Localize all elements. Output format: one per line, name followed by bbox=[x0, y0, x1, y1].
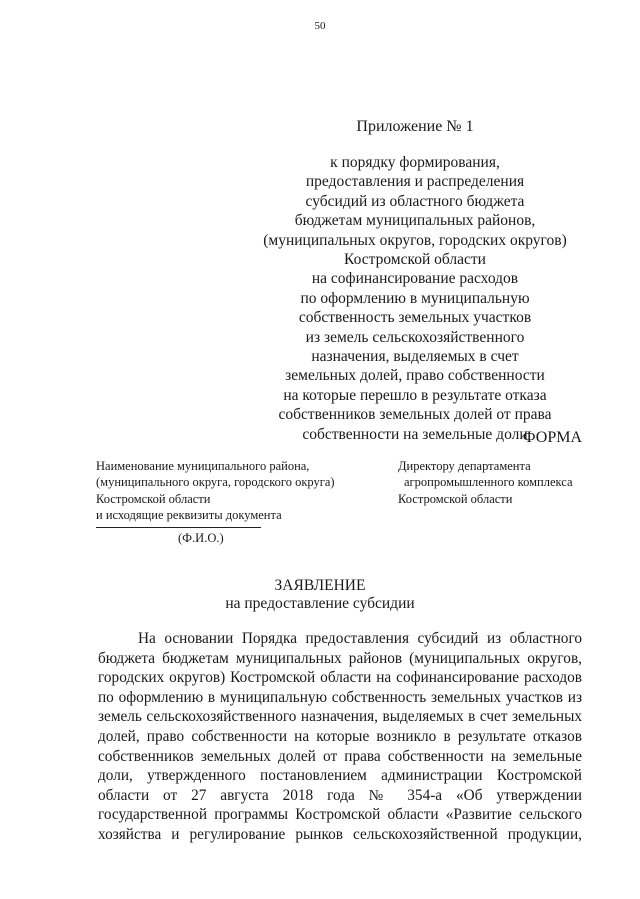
form-label: ФОРМА bbox=[522, 429, 582, 446]
appendix-line: собственности на земельные доли bbox=[302, 425, 528, 443]
appendix-line: на софинансирование расходов bbox=[311, 270, 519, 288]
appendix-line: (муниципальных округов, городских округов) bbox=[263, 231, 567, 249]
appendix-line: назначения, выделяемых в счет bbox=[311, 348, 519, 366]
recipient-line: агропромышленного комплекса bbox=[404, 475, 573, 490]
appendix-description bbox=[200, 153, 630, 444]
sender-line: Костромской области bbox=[96, 491, 211, 506]
appendix-line: к порядку формирования, bbox=[330, 154, 500, 171]
recipient-line: Костромской области bbox=[398, 491, 513, 506]
appendix-title: Приложение № 1 bbox=[356, 118, 474, 135]
sender-line: Наименование муниципального района, bbox=[96, 459, 310, 473]
appendix-line: по оформлению в муниципальную bbox=[300, 289, 530, 307]
body-line: области от 27 августа 2018 года № 354-а «Об утверждении bbox=[98, 786, 582, 804]
signature-line bbox=[96, 527, 261, 528]
appendix-line: собственников земельных долей от права bbox=[278, 406, 552, 424]
sender-line: (муниципального округа, городского округа) bbox=[96, 475, 335, 490]
appendix-line: бюджетам муниципальных районов, bbox=[294, 212, 536, 230]
body-line: долей, право собственности на которые возникло в результате отказов bbox=[98, 727, 582, 745]
body-line: земель сельскохозяйственного назначения, выделяемых в счет земельных bbox=[98, 708, 582, 726]
body-line: государственной программы Костромской области «Развитие сельского bbox=[98, 806, 582, 824]
appendix-line: на которые перешло в результате отказа bbox=[283, 386, 547, 404]
recipient-block bbox=[398, 458, 573, 507]
body-line: доли, утвержденного постановлением администрации Костромской bbox=[98, 767, 582, 785]
recipient-line: Директору департамента bbox=[398, 459, 531, 473]
appendix-line: из земель сельскохозяйственного bbox=[305, 328, 525, 346]
sender-line: и исходящие реквизиты документа bbox=[96, 508, 282, 523]
sender-block bbox=[96, 458, 335, 524]
statement-title: ЗАЯВЛЕНИЕ bbox=[274, 577, 366, 594]
statement-subtitle: на предоставление субсидии bbox=[225, 595, 415, 612]
body-line: На основании Порядка предоставления субсидий из областного bbox=[138, 630, 582, 647]
statement-body bbox=[98, 629, 582, 845]
body-line: собственников земельных долей от права собственности на земельные bbox=[98, 747, 582, 765]
body-line: хозяйства и регулирование рынков сельскохозяйственной продукции, bbox=[98, 825, 582, 843]
body-line: бюджета бюджетам муниципальных районов (муниципальных округов, bbox=[98, 649, 582, 667]
appendix-line: предоставления и распределения bbox=[305, 173, 525, 191]
appendix-line: субсидий из областного бюджета bbox=[305, 192, 525, 210]
body-line: по оформлению в муниципальную собственность земельных участков из bbox=[98, 688, 582, 706]
page-number: 50 bbox=[314, 20, 326, 32]
appendix-line: земельных долей, право собственности bbox=[285, 367, 545, 385]
appendix-line: собственность земельных участков bbox=[298, 309, 532, 327]
fio-label: (Ф.И.О.) bbox=[178, 531, 224, 545]
body-line: городских округов) Костромской области на софинансирование расходов bbox=[98, 669, 582, 687]
appendix-line: Костромской области bbox=[344, 251, 486, 269]
